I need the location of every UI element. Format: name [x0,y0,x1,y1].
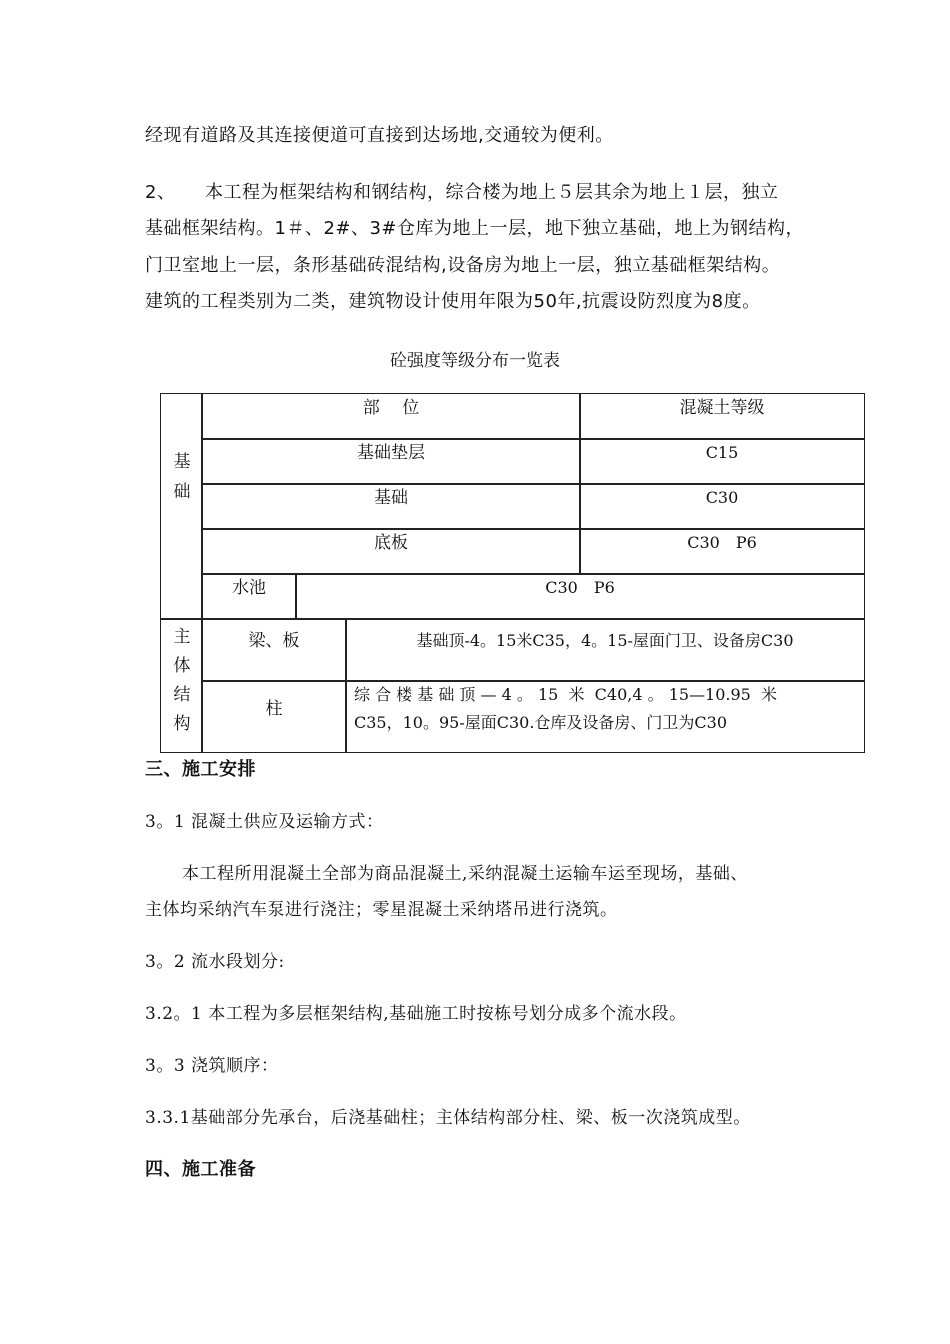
row-part: 底板 [374,533,408,553]
paragraph-line: 经现有道路及其连接便道可直接到达场地,交通较为便利。 [145,125,614,146]
row-grade: C30 P6 [687,533,757,552]
group-label-foundation-a: 基 [173,452,191,472]
group-label-structure-1: 主 [173,627,191,647]
row-part: 基础 [374,488,408,508]
column-text-line2: C35，10。95-屋面C30.仓库及设备房、门卫为C30 [354,713,728,732]
group-label-structure-4: 构 [173,714,191,734]
group-label-foundation-b: 础 [173,482,191,502]
beam-label: 梁、板 [248,631,300,651]
paragraph-line: 基础框架结构。1＃、2#、3#仓库为地上一层，地下独立基础，地上为钢结构， [145,218,805,239]
paragraph-line: 主体均采纳汽车泵进行浇注；零星混凝土采纳塔吊进行浇筑。 [145,900,618,920]
column-text-line1: 综 合 楼 基 础 顶 — 4 。 15 米 C40,4 。 15—10.95 米 [354,685,778,704]
header-part: 部 位 [362,398,420,418]
paragraph-line: 3.2。1 本工程为多层框架结构,基础施工时按栋号划分成多个流水段。 [145,1004,687,1024]
subsection-heading: 3。2 流水段划分: [145,952,285,972]
column-label: 柱 [265,699,283,719]
section-heading: 三、施工安排 [145,759,256,780]
group-label-structure-3: 结 [173,685,191,705]
section-heading: 四、施工准备 [145,1159,256,1180]
subsection-heading: 3。1 混凝土供应及运输方式： [145,812,384,832]
row-grade: C30 [705,488,739,507]
pool-grade: C30 P6 [545,578,615,597]
group-label-structure-2: 体 [173,656,191,676]
subsection-heading: 3。3 浇筑顺序： [145,1056,279,1076]
paragraph-line: 本工程为框架结构和钢结构，综合楼为地上５层其余为地上１层，独立 [205,182,779,203]
paragraph-line: 门卫室地上一层，条形基础砖混结构,设备房为地上一层，独立基础框架结构。 [145,255,781,276]
paragraph-line: 本工程所用混凝土全部为商品混凝土,采纳混凝土运输车运至现场，基础、 [182,864,748,884]
paragraph-line: 建筑的工程类别为二类，建筑物设计使用年限为50年,抗震设防烈度为8度。 [145,291,761,312]
table-caption: 砼强度等级分布一览表 [390,351,560,371]
paragraph-line: 3.3.1基础部分先承台，后浇基础柱；主体结构部分柱、梁、板一次浇筑成型。 [145,1108,751,1128]
row-grade: C15 [705,443,739,462]
paragraph-number: 2、 [145,182,176,203]
header-grade: 混凝土等级 [679,398,765,418]
row-part: 基础垫层 [357,443,425,463]
beam-text: 基础顶-4。15米C35，4。15-屋面门卫、设备房C30 [416,631,794,650]
pool-label: 水池 [232,578,266,598]
